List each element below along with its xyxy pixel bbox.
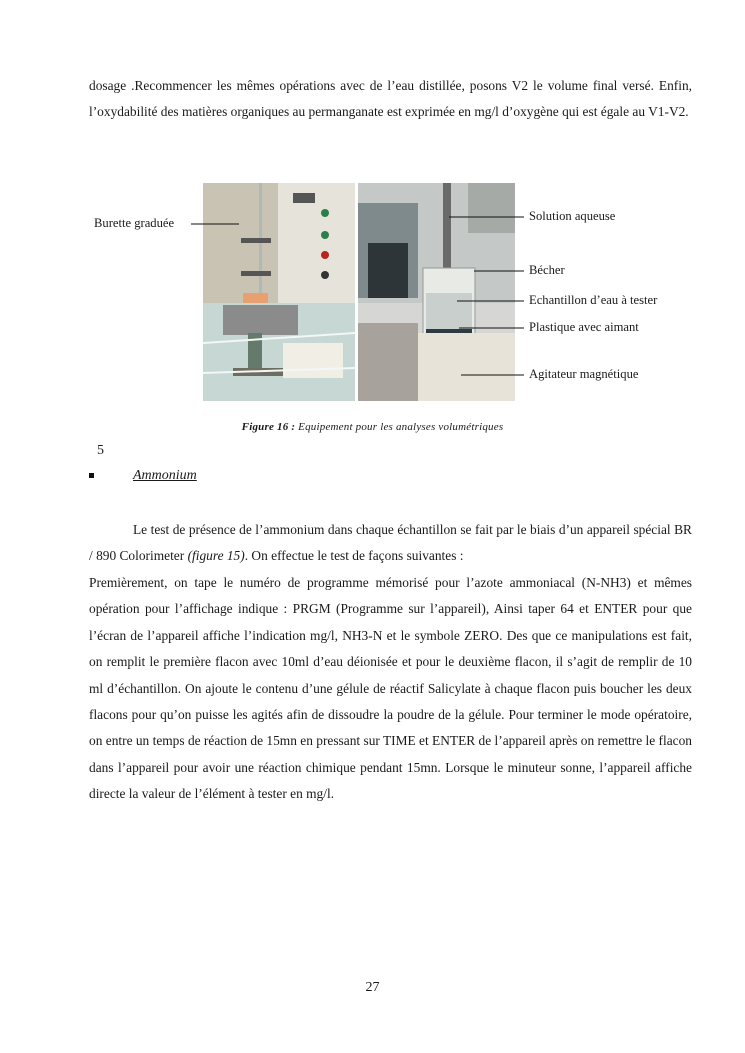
sentence-1-end: . On effectue le test de façons suivantes : bbox=[244, 548, 464, 564]
figure-reference: (figure 15) bbox=[187, 548, 245, 564]
label-solution: Solution aqueuse bbox=[529, 209, 616, 223]
body-paragraph-2: Premièrement, on tape le numéro de programme mémorisé pour l’azote ammoniacal (N-NH3) et mêmes opération pour l’affichage indique : PRGM (Programme sur l’appareil), Ainsi taper 64 et ENTER pour que l’écran de l’appareil affiche l’indication mg/l, NH3-N et le symbole ZERO. Des que ce manipulations est fait, on remplit le première flacon avec 10ml d’eau déionisée et pour le deuxième flacon, il s’agit de remplir de 10 ml d’échantillon. On ajoute le contenu d’une gélule de réactif Salicylate à chaque flacon puis boucher les deux flacons pour qu’on puisse les agités afin de dissoudre la poudre de la gélule. Pour terminer le mode opératoire, on entre un temps de réaction de 15mn en pressant sur TIME et ENTER de l’appareil après on remettre le flacon dans l’appareil pour avoir une réaction chimique pendant 15mn. Lorsque le minuteur sonne, l’appareil affiche directe la valeur de l’élément à tester en mg/l. bbox=[89, 575, 692, 802]
body-paragraph-1 bbox=[89, 517, 692, 570]
intro-paragraph: dosage .Recommencer les mêmes opérations avec de l’eau distillée, posons V2 le volume final versé. Enfin, l’oxydabilité des matières organiques au permanganate est exprimée en mg/l d’oxygène qui est égale au V1-V2. bbox=[89, 78, 692, 120]
label-agitateur: Agitateur magnétique bbox=[529, 367, 639, 381]
equipment-figure bbox=[89, 180, 692, 404]
figure-caption bbox=[0, 421, 745, 433]
caption-bold: Figure 16 : bbox=[241, 421, 296, 433]
label-becher: Bécher bbox=[529, 263, 565, 277]
label-burette: Burette graduée bbox=[94, 216, 175, 230]
section-title: Ammonium bbox=[133, 468, 197, 483]
bullet-icon bbox=[89, 473, 94, 478]
label-plastique: Plastique avec aimant bbox=[529, 320, 639, 334]
page-number: 27 bbox=[365, 980, 380, 995]
label-echantillon: Echantillon d’eau à tester bbox=[529, 293, 658, 307]
sentence-1: Le test de présence de l’ammonium dans chaque échantillon se fait par le biais d’un appareil spécial BR / 890 Colorimeter bbox=[89, 522, 692, 564]
caption-text: Equipement pour les analyses volumétriques bbox=[295, 421, 504, 433]
section-number: 5 bbox=[97, 443, 104, 458]
